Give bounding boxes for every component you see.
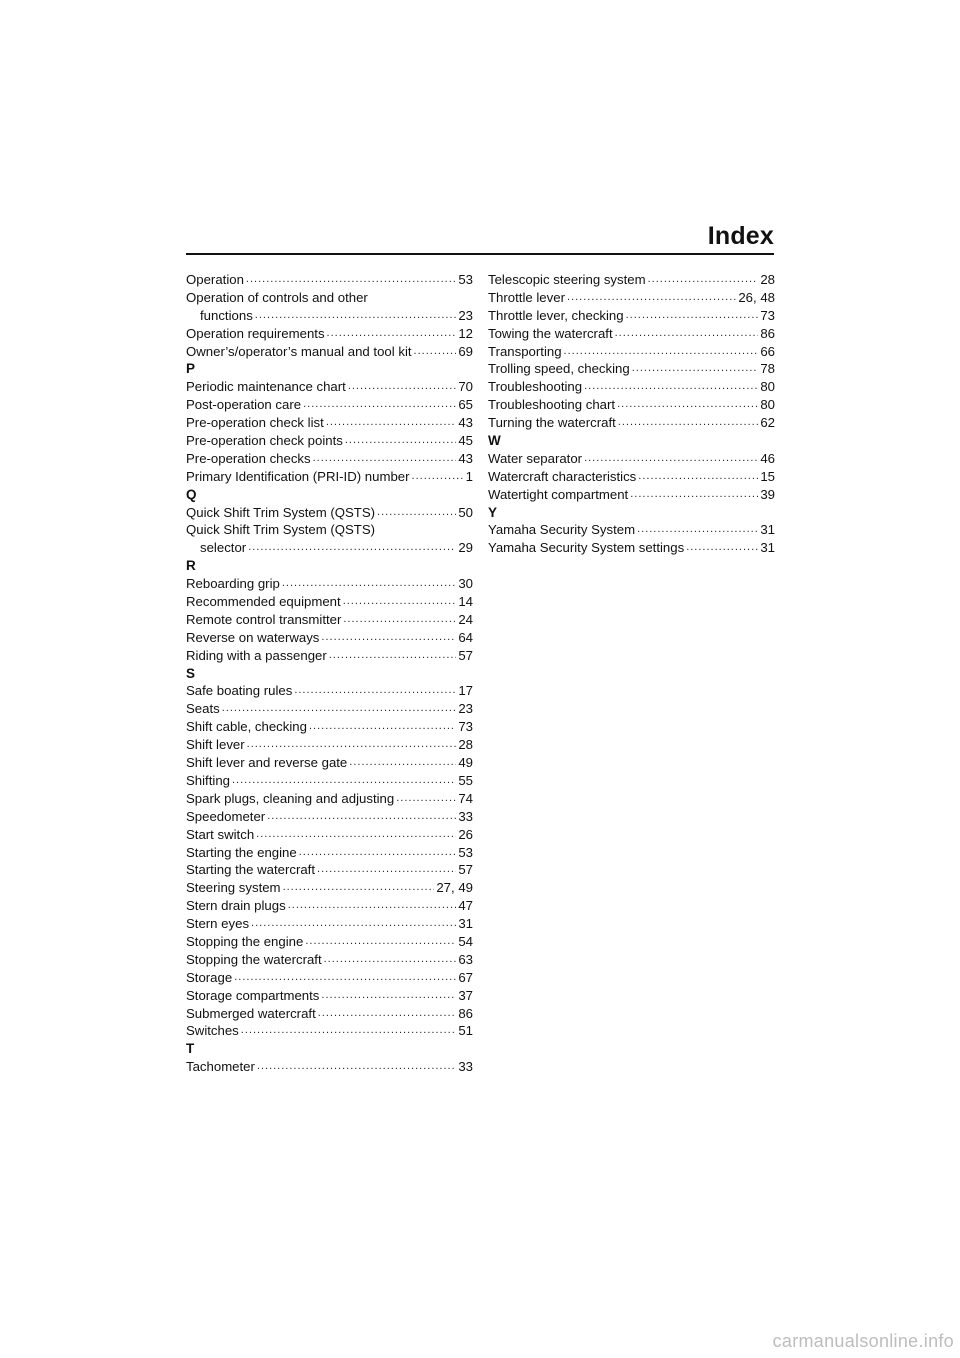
leader-dots — [414, 343, 457, 361]
index-entry-text: Throttle lever, checking — [488, 307, 624, 323]
leader-dots — [241, 1022, 457, 1040]
index-entry-text: Storage compartments — [186, 987, 320, 1003]
index-entry — [186, 647, 473, 665]
index-page-number: 33 — [458, 1059, 473, 1075]
index-page-number: 49 — [458, 755, 473, 771]
leader-dots — [318, 1005, 457, 1023]
index-entry — [488, 378, 775, 396]
index-page-number: 14 — [458, 594, 473, 610]
leader-dots — [630, 486, 758, 504]
index-entry-text: Yamaha Security System settings — [488, 540, 685, 556]
index-entry — [488, 539, 775, 557]
index-page-number: 86 — [458, 1005, 473, 1021]
index-entry — [186, 897, 473, 915]
index-page-number: 70 — [458, 379, 473, 395]
index-entry — [186, 343, 473, 361]
index-page-number: 43 — [458, 415, 473, 431]
index-page-number: 26, 48 — [738, 289, 775, 305]
leader-dots — [248, 539, 456, 557]
index-letter-heading: W — [488, 433, 501, 449]
index-entry — [186, 736, 473, 754]
leader-dots — [294, 682, 456, 700]
index-page-number: 15 — [760, 468, 775, 484]
index-entry — [186, 772, 473, 790]
leader-dots — [349, 754, 456, 772]
index-entry — [186, 915, 473, 933]
leader-dots — [377, 504, 456, 522]
index-page-number: 17 — [458, 683, 473, 699]
index-entry-text: Trolling speed, checking — [488, 361, 630, 377]
index-entry — [488, 360, 775, 378]
leader-dots — [251, 915, 456, 933]
index-entry-text: Watercraft characteristics — [488, 468, 637, 484]
index-entry — [488, 325, 775, 343]
index-entry-text: Operation requirements — [186, 325, 325, 341]
index-entry — [186, 504, 473, 522]
index-entry-text: Towing the watercraft — [488, 325, 613, 341]
leader-dots — [256, 826, 456, 844]
index-entry-text: Primary Identification (PRI-ID) number — [186, 468, 410, 484]
leader-dots — [564, 343, 759, 361]
index-page-number: 28 — [760, 272, 775, 287]
index-entry-text: selector — [200, 540, 247, 556]
index-page-number: 28 — [458, 737, 473, 753]
index-page-number: 53 — [458, 844, 473, 860]
index-letter-heading: R — [186, 558, 196, 574]
index-entry — [186, 718, 473, 736]
index-entry-text: Stopping the watercraft — [186, 951, 322, 967]
index-entry-continued — [186, 289, 473, 307]
index-page-number: 80 — [760, 397, 775, 413]
leader-dots — [255, 307, 457, 325]
index-entry-text: Starting the watercraft — [186, 862, 316, 878]
index-entry — [186, 933, 473, 951]
index-page-number: 86 — [760, 325, 775, 341]
leader-dots — [317, 861, 456, 879]
index-entry-text: Reboarding grip — [186, 576, 280, 592]
leader-dots — [412, 468, 464, 486]
index-entry-text: Pre-operation check points — [186, 433, 343, 449]
leader-dots — [309, 718, 456, 736]
leader-dots — [257, 1058, 456, 1076]
index-entry-text: Periodic maintenance chart — [186, 379, 346, 395]
index-entry — [186, 593, 473, 611]
index-page-number: 31 — [760, 522, 775, 538]
index-page-number: 24 — [458, 611, 473, 627]
index-entry-text: Safe boating rules — [186, 683, 293, 699]
leader-dots — [626, 307, 759, 325]
index-page-number: 57 — [458, 862, 473, 878]
index-entry — [186, 879, 473, 897]
index-entry-text: Speedometer — [186, 808, 266, 824]
index-page-number: 31 — [760, 540, 775, 556]
index-entry — [186, 844, 473, 862]
index-page-number: 23 — [458, 701, 473, 717]
index-entry-text: Shift lever and reverse gate — [186, 755, 348, 771]
index-page-number: 46 — [760, 450, 775, 466]
index-entry — [488, 289, 775, 307]
index-entry-text: Storage — [186, 969, 233, 985]
index-entry-text: Troubleshooting chart — [488, 397, 616, 413]
index-entry-text: Quick Shift Trim System (QSTS) — [186, 522, 376, 538]
leader-dots — [299, 844, 457, 862]
page-title: Index — [707, 222, 774, 250]
index-entry — [488, 468, 775, 486]
index-entry — [186, 754, 473, 772]
leader-dots — [222, 700, 457, 718]
index-entry-text: Stern drain plugs — [186, 898, 286, 914]
index-entry — [488, 307, 775, 325]
index-entry — [186, 629, 473, 647]
index-page-number: 50 — [458, 504, 473, 520]
index-entry-text: Recommended equipment — [186, 594, 341, 610]
index-entry-text: Reverse on waterways — [186, 629, 320, 645]
index-entry — [186, 1022, 473, 1040]
index-entry — [186, 414, 473, 432]
index-entry — [186, 969, 473, 987]
index-page-number: 57 — [458, 647, 473, 663]
index-entry — [186, 682, 473, 700]
index-entry — [186, 396, 473, 414]
index-page-number: 30 — [458, 576, 473, 592]
index-letter-heading: S — [186, 665, 196, 681]
leader-dots — [567, 289, 736, 307]
index-entry — [186, 1058, 473, 1076]
index-entry-text: Stopping the engine — [186, 933, 304, 949]
index-entry — [186, 432, 473, 450]
index-page-number: 64 — [458, 629, 473, 645]
index-page-number: 67 — [458, 969, 473, 985]
leader-dots — [584, 450, 758, 468]
leader-dots — [686, 539, 758, 557]
index-entry — [488, 396, 775, 414]
index-entry — [186, 271, 473, 289]
index-entry-text: Throttle lever — [488, 289, 565, 305]
index-page-number: 12 — [458, 325, 473, 341]
index-page-number: 69 — [458, 343, 473, 359]
leader-dots — [303, 396, 456, 414]
index-page-number: 66 — [760, 343, 775, 359]
index-column-left — [186, 271, 473, 1076]
index-page-number: 65 — [458, 397, 473, 413]
leader-dots — [321, 629, 456, 647]
leader-dots — [343, 593, 457, 611]
index-letter-heading: P — [186, 361, 196, 377]
index-page-number: 74 — [458, 790, 473, 806]
index-entry-text: Owner’s/operator’s manual and tool kit — [186, 343, 412, 359]
index-page-number: 23 — [458, 307, 473, 323]
index-entry-text: Switches — [186, 1023, 239, 1039]
leader-dots — [247, 736, 457, 754]
index-page-number: 1 — [465, 468, 473, 484]
index-entry-text: Stern eyes — [186, 916, 250, 932]
leader-dots — [267, 808, 456, 826]
index-entry — [186, 611, 473, 629]
index-entry-text: Starting the engine — [186, 844, 297, 860]
leader-dots — [345, 432, 456, 450]
index-entry — [186, 575, 473, 593]
title-rule — [186, 253, 774, 255]
index-entry-text: Troubleshooting — [488, 379, 583, 395]
index-entry — [488, 521, 775, 539]
index-entry-text: Water separator — [488, 450, 583, 466]
leader-dots — [648, 271, 759, 289]
index-entry — [186, 468, 473, 486]
index-page-number: 73 — [458, 719, 473, 735]
leader-dots — [327, 325, 457, 343]
index-page-number: 43 — [458, 450, 473, 466]
index-entry — [186, 861, 473, 879]
index-entry-text: Tachometer — [186, 1059, 255, 1075]
index-entry — [186, 700, 473, 718]
index-column-right — [488, 271, 775, 557]
index-page-number: 45 — [458, 433, 473, 449]
index-page-number: 51 — [458, 1023, 473, 1039]
index-page-number: 53 — [458, 272, 473, 287]
index-entry-text: Post-operation care — [186, 397, 302, 413]
index-entry-text: Watertight compartment — [488, 486, 629, 502]
index-letter-heading: T — [186, 1041, 195, 1057]
leader-dots — [305, 933, 456, 951]
index-page-number: 78 — [760, 361, 775, 377]
index-entry — [186, 951, 473, 969]
index-entry-text: Pre-operation checks — [186, 450, 311, 466]
index-entry-text: Seats — [186, 701, 220, 717]
index-entry-text: Steering system — [186, 880, 281, 896]
index-entry — [186, 826, 473, 844]
index-entry-text: Operation of controls and other — [186, 289, 368, 305]
leader-dots — [396, 790, 456, 808]
index-entry — [488, 343, 775, 361]
index-page-number: 73 — [760, 307, 775, 323]
index-entry-text: Start switch — [186, 826, 255, 842]
index-entry-text: Quick Shift Trim System (QSTS) — [186, 504, 376, 520]
leader-dots — [584, 378, 758, 396]
index-page-number: 80 — [760, 379, 775, 395]
leader-dots — [348, 378, 457, 396]
index-page-number: 54 — [458, 933, 473, 949]
leader-dots — [326, 414, 457, 432]
index-entry-text: Yamaha Security System — [488, 522, 636, 538]
index-entry-text: Telescopic steering system — [488, 272, 646, 287]
index-page-number: 37 — [458, 987, 473, 1003]
index-entry-text: Spark plugs, cleaning and adjusting — [186, 790, 395, 806]
index-page-number: 47 — [458, 898, 473, 914]
index-letter-heading: Q — [186, 486, 197, 502]
index-entry-text: Remote control transmitter — [186, 611, 342, 627]
index-entry-text: Submerged watercraft — [186, 1005, 316, 1021]
leader-dots — [234, 969, 456, 987]
index-entry-text: Shift cable, checking — [186, 719, 307, 735]
index-page-number: 29 — [458, 540, 473, 556]
leader-dots — [288, 897, 457, 915]
leader-dots — [313, 450, 457, 468]
leader-dots — [246, 271, 456, 289]
leader-dots — [638, 468, 758, 486]
index-entry — [186, 378, 473, 396]
index-entry — [488, 450, 775, 468]
index-entry — [488, 414, 775, 432]
index-page-number: 33 — [458, 808, 473, 824]
index-entry-continued — [186, 521, 473, 539]
index-page-number: 31 — [458, 916, 473, 932]
leader-dots — [632, 360, 759, 378]
index-entry — [186, 1005, 473, 1023]
index-entry — [186, 307, 473, 325]
leader-dots — [282, 575, 456, 593]
index-page-number: 26 — [458, 826, 473, 842]
leader-dots — [615, 325, 759, 343]
leader-dots — [343, 611, 456, 629]
index-page-number: 63 — [458, 951, 473, 967]
index-entry-text: Riding with a passenger — [186, 647, 327, 663]
index-entry-text: Transporting — [488, 343, 562, 359]
leader-dots — [617, 396, 758, 414]
index-entry-text: Shift lever — [186, 737, 245, 753]
leader-dots — [324, 951, 457, 969]
leader-dots — [232, 772, 456, 790]
index-entry-text: Pre-operation check list — [186, 415, 324, 431]
index-page-number: 39 — [760, 486, 775, 502]
leader-dots — [329, 647, 457, 665]
index-page-number: 27, 49 — [436, 880, 473, 896]
leader-dots — [637, 521, 758, 539]
index-entry — [186, 325, 473, 343]
leader-dots — [283, 879, 435, 897]
index-entry — [186, 790, 473, 808]
index-entry — [488, 486, 775, 504]
index-entry — [186, 539, 473, 557]
index-entry-text: Operation — [186, 272, 244, 287]
index-entry-text: functions — [200, 307, 253, 323]
index-page-number: 62 — [760, 415, 775, 431]
index-page-number: 55 — [458, 772, 473, 788]
index-entry — [186, 987, 473, 1005]
watermark: carmanualsonline.info — [772, 1331, 954, 1351]
leader-dots — [321, 987, 456, 1005]
leader-dots — [618, 414, 759, 432]
index-entry-text: Shifting — [186, 772, 230, 788]
index-entry — [186, 450, 473, 468]
index-entry — [488, 271, 775, 289]
index-entry-text: Turning the watercraft — [488, 415, 616, 431]
index-entry — [186, 808, 473, 826]
index-letter-heading: Y — [488, 504, 498, 520]
